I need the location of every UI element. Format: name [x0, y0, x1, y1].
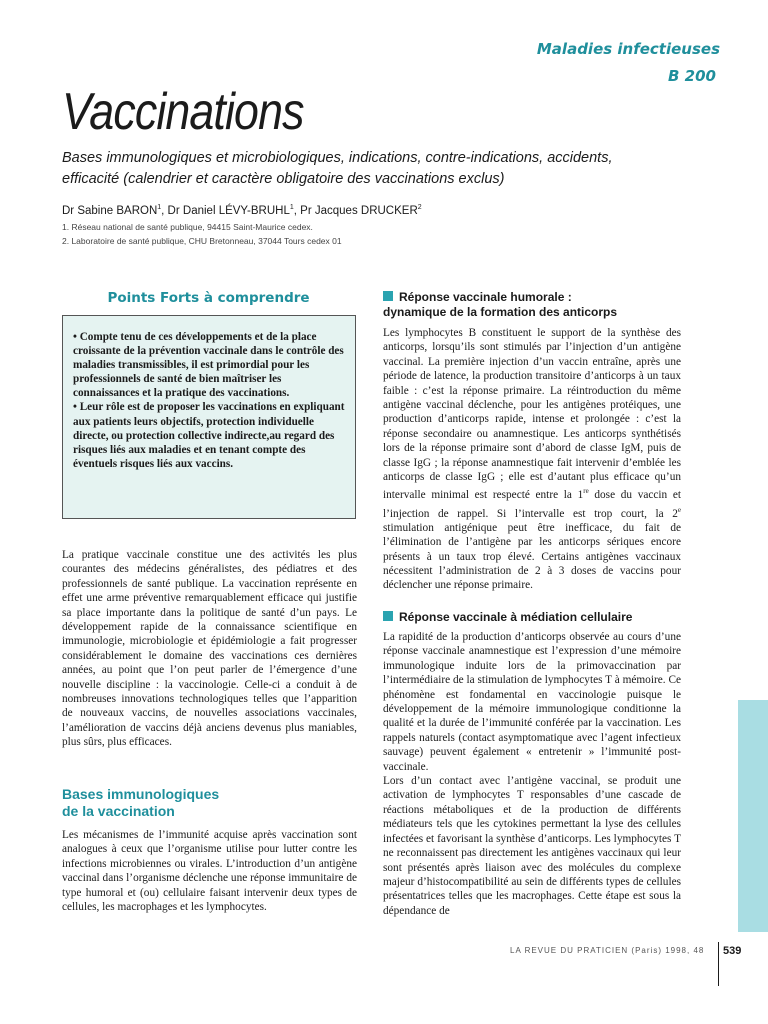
humorale-text-b: dose du vaccin et l’injection de rappel. Si l’intervalle est trop court, la 2	[383, 489, 682, 520]
points-forts-title: Points Forts à comprendre	[107, 290, 310, 306]
side-tab	[738, 700, 768, 932]
footer-journal: LA REVUE DU PRATICIEN (Paris) 1998, 48	[510, 946, 705, 955]
intro-paragraph	[62, 548, 357, 750]
author-2-name: Daniel LÉVY-BRUHL	[182, 204, 290, 217]
points-forts-box	[62, 315, 356, 519]
subsection-humorale-line-1: Réponse vaccinale humorale :	[399, 290, 572, 304]
page-number: 539	[723, 945, 742, 957]
humorale-text-a: Les lymphocytes B constituent le support de la synthèse des anticorps, lorsqu’ils sont stimulés par l’injection d’un antigène vaccinal. La première injection d’un vaccin entraîne, après une période de latence, la production transitoire d’anticorps à un taux faible : c’est la réponse primaire. La réintroduction du même antigène vaccinal déclenche, pour les antigènes protéiques, une production d’anticorps rapide, intense et prolongée : c’est la réponse secondaire ou anamnestique. Les anticorps synthétisés lors de la réponse primaire sont d’abord de classe IgM, puis de classe IgG ; la réponse anamnestique fait intervenir d’emblée les anticorps de classe IgG ; elle est d’autant plus efficace qu’un intervalle minimal est respecté entre la 1	[383, 327, 681, 502]
points-forts-item-1: • Compte tenu de ces développements et de la place croissante de la prévention vaccinale dans le contrôle des maladies transmissibles, il est primordial pour les professionnels de santé de bien maîtriser les connaissances et la pratique des vaccinations.	[73, 331, 344, 400]
author-1-title: Dr	[62, 204, 75, 217]
humorale-text-c: stimulation antigénique peut être inefficace, du fait de l’élimination de l’antigène par les anticorps sériques encore présents à un taux trop élevé. Certains antigènes vaccinaux nécessitent l’administration de 2 à 3 doses de vaccins pour déclencher une réponse primaire.	[383, 521, 681, 592]
square-bullet-icon	[383, 611, 393, 621]
author-2-title: Dr	[167, 204, 180, 217]
section-heading-bases	[62, 786, 219, 820]
affiliation-1: 1. Réseau national de santé publique, 94415 Saint-Maurice cedex.	[62, 222, 313, 232]
subsection-heading-cellulaire	[383, 610, 632, 625]
subtitle: Bases immunologiques et microbiologiques, indications, contre-indications, accidents, efficacité (calendrier et caractère obligatoire des vaccinations exclus)	[62, 150, 613, 187]
author-2-sup: 1	[289, 204, 294, 211]
author-3-sup: 2	[417, 204, 422, 211]
header-category: Maladies infectieuses	[536, 40, 720, 58]
superscript-re: re	[583, 487, 589, 496]
subsection-heading-humorale	[383, 290, 617, 320]
points-forts-item-2: • Leur rôle est de proposer les vaccinations en expliquant aux patients leurs objectifs, protection individuelle directe, ou protection collective indirecte,au regard des risques liés aux maladies et en tenant compte des éventuels risques liés aux vaccins.	[73, 401, 345, 470]
page-title: Vaccinations	[62, 83, 304, 141]
affiliation-2: 2. Laboratoire de santé publique, CHU Bretonneau, 37044 Tours cedex 01	[62, 236, 342, 246]
author-3-title: Pr	[300, 204, 312, 217]
section-bases-paragraph	[62, 828, 357, 914]
superscript-e: e	[677, 505, 681, 514]
cellulaire-text-2: Lors d’un contact avec l’antigène vaccinal, se produit une activation de lymphocytes T responsables d’une cascade de réactions métaboliques et de la production de différents médiateurs tels que les cytokines permettant la lyse des cellules infectées et favorisant la synthèse d’anticorps. Les lymphocytes T ne reconnaissent pas directement les antigènes vaccinaux qui leur sont présentés après liaison avec des molécules du complexe majeur d’histocompatibilité au sein de différents types de cellules présentatrices telles que les macrophages. Cette étape est sous la dépendance de	[383, 775, 681, 917]
subsection-humorale-line-2: dynamique de la formation des anticorps	[383, 305, 618, 319]
author-3-name: Jacques DRUCKER	[314, 204, 418, 217]
subsection-cellulaire-title: Réponse vaccinale à médiation cellulaire	[399, 610, 633, 624]
footer-divider	[718, 942, 719, 986]
author-1-sup: 1	[157, 204, 162, 211]
authors-line: Dr Sabine BARON$^1$, Dr Daniel LÉVY-BRUHL$^1$, Pr Jacques DRUCKER$^2$	[62, 204, 422, 217]
cellulaire-paragraphs	[383, 630, 681, 918]
intro-text: La pratique vaccinale constitue une des activités les plus courantes des médecins généralistes, des pédiatres et des professionnels de santé publique. La vaccination représente en effet une arme préventive remarquablement efficace qui justifie sa place importante dans la politique de santé d’un pays. Le développement rapide de la connaissance scientifique en immunologie, microbiologie et épidémiologie a fait progresser considérablement le domaine des vaccinations ces dernières années, au point que l’on peut parler de l’émergence d’une nouvelle discipline : la vaccinologie. Celle-ci a conduit à de nombreuses innovations technologiques telles que l’apparition de nouveaux vaccins, de nouvelles associations vaccinales, l’amélioration de vaccins déjà anciens devenus plus maniables, plus sûrs, plus efficaces.	[62, 549, 357, 749]
cellulaire-text-1: La rapidité de la production d’anticorps observée au cours d’une réponse vaccinale anamnestique est l’expression d’une mémoire immunologique induite lors de la primovaccination par l’intermédiaire de la stimulation de lymphocytes T à mémoire. Ce phénomène est fondamental en vaccinologie puisque le développement de la mémoire immunologique conditionne la qualité et la durée de l’immunité conférée par la vaccination. Les rappels naturels (contact asymptomatique avec l’agent infectieux sauvage) peuvent également « entretenir » l’immunité post-vaccinale.	[383, 631, 681, 773]
author-1-name: Sabine BARON	[77, 204, 158, 217]
section-heading-line-2: de la vaccination	[62, 803, 175, 819]
section-heading-line-1: Bases immunologiques	[62, 786, 220, 802]
header-code: B 200	[668, 67, 716, 85]
section-bases-text: Les mécanismes de l’immunité acquise après vaccination sont analogues à ceux que l’organisme utilise pour lutter contre les infections microbiennes ou virales. L’introduction d’un antigène vaccinal dans l’organisme déclenche une réponse immunitaire de type humoral et (ou) cellulaire faisant intervenir deux types de cellules, les macrophages et les lymphocytes.	[62, 829, 357, 914]
humorale-paragraph	[383, 326, 681, 593]
square-bullet-icon	[383, 291, 393, 301]
